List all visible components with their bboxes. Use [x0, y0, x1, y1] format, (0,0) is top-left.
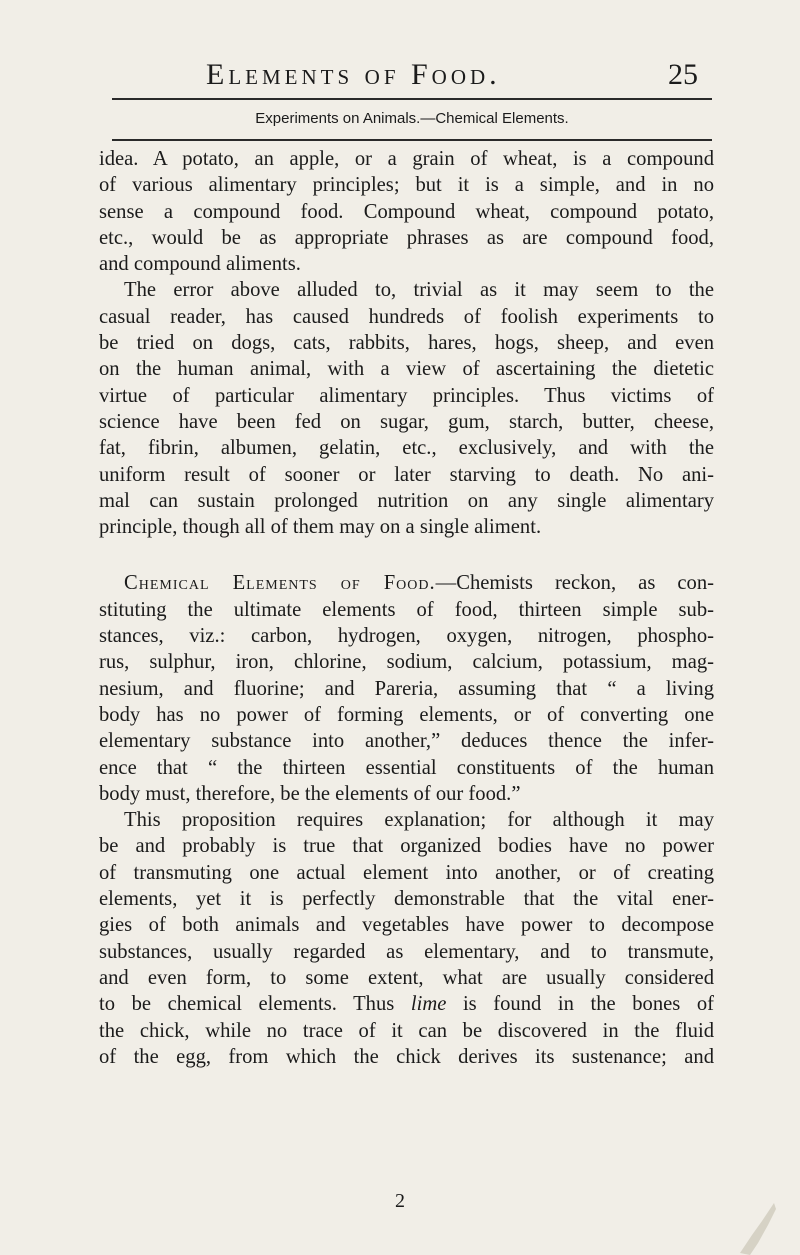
- signature-mark: 2: [395, 1190, 405, 1212]
- header-rule-bottom: [112, 139, 712, 141]
- text-line: fat, fibrin, albumen, gelatin, etc., exclusively, and with the: [99, 437, 714, 460]
- text-line: of the egg, from which the chick derives its sustenance; and: [99, 1045, 714, 1068]
- text-line: principle, though all of them may on a single aliment.: [99, 516, 542, 539]
- text-line: This proposition requires explanation; for although it may: [124, 809, 714, 832]
- paragraph-1: [99, 146, 714, 277]
- text-line: gies of both animals and vegetables have power to decompose: [99, 914, 714, 937]
- text-line: virtue of particular alimentary principles. Thus victims of: [99, 384, 714, 407]
- text-line: rus, sulphur, iron, chlorine, sodium, calcium, potassium, mag-: [99, 651, 714, 674]
- paragraph-4: [99, 807, 714, 1070]
- paragraph-3: [99, 570, 714, 807]
- text-line: idea. A potato, an apple, or a grain of wheat, is a compound: [99, 148, 714, 170]
- header-rule-top: [112, 98, 712, 100]
- text-line: on the human animal, with a view of ascertaining the dietetic: [99, 358, 714, 381]
- page-stain: [732, 1195, 782, 1255]
- section-subhead: Experiments on Animals.—Chemical Elements.: [255, 110, 569, 127]
- text-line: and even form, to some extent, what are usually considered: [99, 966, 714, 989]
- text-line: [99, 570, 714, 596]
- text-fragment: —Chemists reckon, as con-: [435, 572, 714, 595]
- text-line: stituting the ultimate elements of food, thirteen simple sub-: [99, 598, 714, 621]
- paragraph-gap: [99, 540, 714, 570]
- text-line: ence that “ the thirteen essential constituents of the human: [99, 756, 714, 779]
- text-line: the chick, while no trace of it can be discovered in the fluid: [99, 1019, 714, 1042]
- paragraph-2: [99, 277, 714, 540]
- running-title: Elements of Food.: [206, 58, 501, 91]
- text-line: uniform result of sooner or later starving to death. No ani-: [99, 463, 714, 486]
- text-line: body has no power of forming elements, or of converting one: [99, 703, 714, 726]
- text-line: be and probably is true that organized bodies have no power: [99, 835, 714, 858]
- text-line: nesium, and fluorine; and Pareria, assuming that “ a living: [99, 677, 714, 700]
- text-line: stances, viz.: carbon, hydrogen, oxygen, nitrogen, phospho-: [99, 625, 714, 648]
- text-fragment: to be chemical elements. Thus: [99, 993, 395, 1016]
- page-number: 25: [668, 58, 698, 91]
- text-line: elements, yet it is perfectly demonstrable that the vital ener-: [99, 888, 714, 911]
- text-line: science have been fed on sugar, gum, starch, butter, cheese,: [99, 410, 714, 433]
- text-line: etc., would be as appropriate phrases as are compound food,: [99, 226, 714, 249]
- text-line: and compound aliments.: [99, 253, 301, 276]
- text-line: [99, 991, 714, 1017]
- text-line: casual reader, has caused hundreds of foolish experiments to: [99, 305, 714, 328]
- text-line: substances, usually regarded as elementary, and to transmute,: [99, 940, 714, 963]
- text-line: body must, therefore, be the elements of our food.”: [99, 782, 521, 805]
- text-line: of various alimentary principles; but it is a simple, and in no: [99, 174, 714, 197]
- text-line: elementary substance into another,” deduces thence the infer-: [99, 730, 714, 753]
- section-heading: Chemical Elements of Food.: [124, 572, 436, 595]
- text-line: mal can sustain prolonged nutrition on any single alimentary: [99, 489, 714, 512]
- text-line: The error above alluded to, trivial as it may seem to the: [124, 279, 714, 302]
- body-text: [99, 146, 714, 1070]
- text-line: sense a compound food. Compound wheat, compound potato,: [99, 200, 714, 223]
- text-line: be tried on dogs, cats, rabbits, hares, hogs, sheep, and even: [99, 332, 714, 355]
- italic-term: lime: [410, 993, 447, 1016]
- text-line: of transmuting one actual element into another, or of creating: [99, 861, 714, 884]
- text-fragment: is found in the bones of: [462, 993, 715, 1016]
